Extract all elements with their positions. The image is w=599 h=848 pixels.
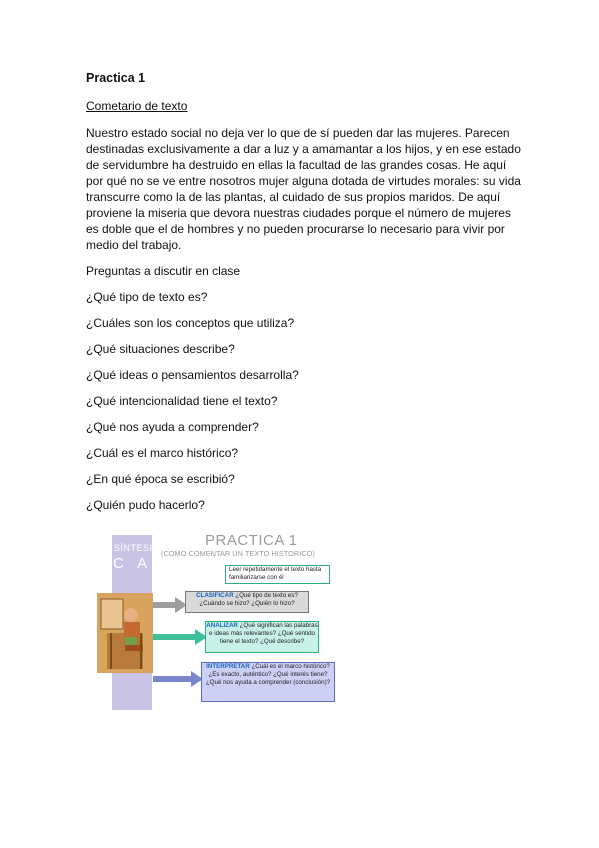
interpret-key: INTERPRETAR [206, 663, 250, 670]
arrow-icon [153, 671, 203, 687]
interpret-step-box [201, 662, 335, 702]
band-main-label: C A I [113, 555, 170, 572]
classify-text: ¿Qué tipo de texto es? ¿Cuándo se hizo? ¿Quién lo hizo? [199, 592, 298, 607]
question-item: ¿Cuáles son los conceptos que utiliza? [86, 316, 295, 330]
band-top-label: SÍNTESIS [114, 543, 160, 553]
question-item: ¿En qué época se escribió? [86, 472, 235, 486]
question-item: ¿Qué intencionalidad tiene el texto? [86, 394, 278, 408]
question-item: ¿Quién pudo hacerlo? [86, 498, 205, 512]
document-body [86, 70, 526, 523]
figure-title: PRACTICA 1 [205, 532, 298, 549]
question-item: ¿Cuál es el marco histórico? [86, 446, 239, 460]
question-item: ¿Qué tipo de texto es? [86, 290, 208, 304]
arrow-icon [153, 629, 207, 645]
question-item: ¿Qué nos ayuda a comprender? [86, 420, 259, 434]
text-paragraph: Nuestro estado social no deja ver lo que de sí pueden dar las mujeres. Parecen destinadas exclusivamente a dar a luz y a amamantar a los hijos, y en ese estado de servidumbre ha destruido en ellas la facultad de las grandes cosas. He aquí por qué no se ve entre nosotros mujer alguna dotada de virtudes morales: su vida transcurre como la de las plantas, al cuidado de sus propios maridos. De aquí proviene la miseria que devora nuestras ciudades porque el número de mujeres es doble que el de hombres y no pueden procurarse lo necesario para vivir por medio del trabajo. [86, 126, 521, 252]
arrow-icon [153, 597, 187, 613]
question-item: ¿Qué ideas o pensamientos desarrolla? [86, 368, 299, 382]
document-title: Practica 1 [86, 71, 146, 85]
classify-key: CLASIFICAR [196, 592, 234, 599]
read-step-box: Leer repetidamente el texto hasta familiarizarse con él [225, 565, 330, 584]
analyze-key: ANALIZAR [206, 622, 238, 629]
practice-figure [97, 532, 347, 710]
classify-step-box [185, 591, 309, 613]
figure-subtitle: (COMO COMENTAR UN TEXTO HISTORICO) [161, 549, 315, 558]
questions-heading: Preguntas a discutir en clase [86, 264, 241, 278]
analyze-step-box [205, 621, 319, 653]
reading-person-picture [97, 593, 153, 673]
analyze-text: ¿Qué significan las palabras e ideas más relevantes? ¿Qué sentido tiene el texto? ¿Qué describe? [209, 622, 318, 645]
interpret-text: ¿Cuál es el marco histórico? ¿Es exacto, auténtico? ¿Qué interés tiene? ¿Qué nos ayuda a comprender (conclusión)? [205, 663, 331, 686]
question-item: ¿Qué situaciones describe? [86, 342, 235, 356]
document-subtitle: Cometario de texto [86, 99, 188, 113]
